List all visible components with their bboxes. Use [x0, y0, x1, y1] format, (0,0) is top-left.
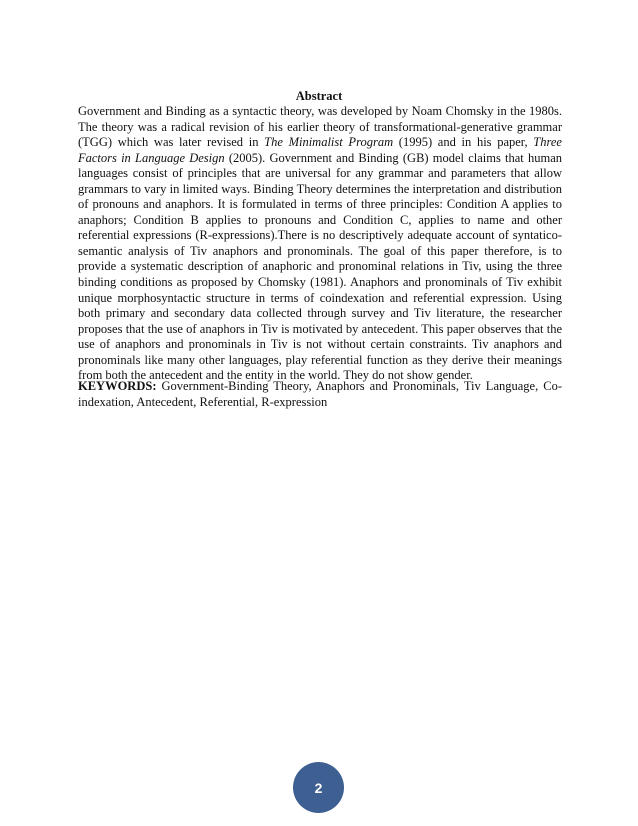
page-number: 2 — [314, 779, 323, 796]
abstract-text-2: (1995) and in his paper, — [393, 135, 534, 150]
page-number-badge — [293, 762, 344, 813]
abstract-text-3: (2005). Government and Binding (GB) model claims that human languages consist of principles that are universal for any grammar and parameters that allow grammars to vary in limited ways. Binding Theory determines the interpretation and distribution of pronouns and anaphors. It is formulated in terms of three principles: Condition A applies to anaphors; Condition B applies to pronouns and Condition C, applies to name and other referential expressions (R-expressions).There is no descriptively adequate account of syntatico-semantic analysis of Tiv anaphors and pronominals. The goal of this paper therefore, is to provide a systematic description of anaphoric and pronominal relations in Tiv, using the three binding conditions as proposed by Chomsky (1981). Anaphors and pronominals of Tiv exhibit unique morphosyntactic structure in terms of coindexation and referential expression. Using both primary and secondary data collected through survey and Tiv literature, the researcher proposes that the use of anaphors in Tiv is motivated by antecedent. This paper observes that the use of anaphors and pronominals in Tiv is not without certain constraints. Tiv anaphors and pronominals like many other languages, play referential function as they derive their meanings from both the antecedent and the entity in the world. They do not show gender. — [78, 150, 562, 383]
paper-title-three-factors: Three Factors in Language Design — [78, 135, 562, 165]
abstract-text-1: Government and Binding as a syntactic theory, was developed by Noam Chomsky in the 1980s. The theory was a radical revision of his earlier theory of transformational-generative grammar (TGG) which was later revised in — [78, 104, 562, 150]
keywords-label: KEYWORDS: — [78, 379, 157, 393]
book-title-minimalist-program: The Minimalist Program — [264, 135, 394, 150]
keywords-paragraph — [78, 379, 562, 410]
abstract-body — [78, 104, 562, 384]
keywords-list: Government-Binding Theory, Anaphors and Pronominals, Tiv Language, Co-indexation, Antecedent, Referential, R-expression — [78, 379, 562, 409]
abstract-heading: Abstract — [295, 89, 343, 103]
